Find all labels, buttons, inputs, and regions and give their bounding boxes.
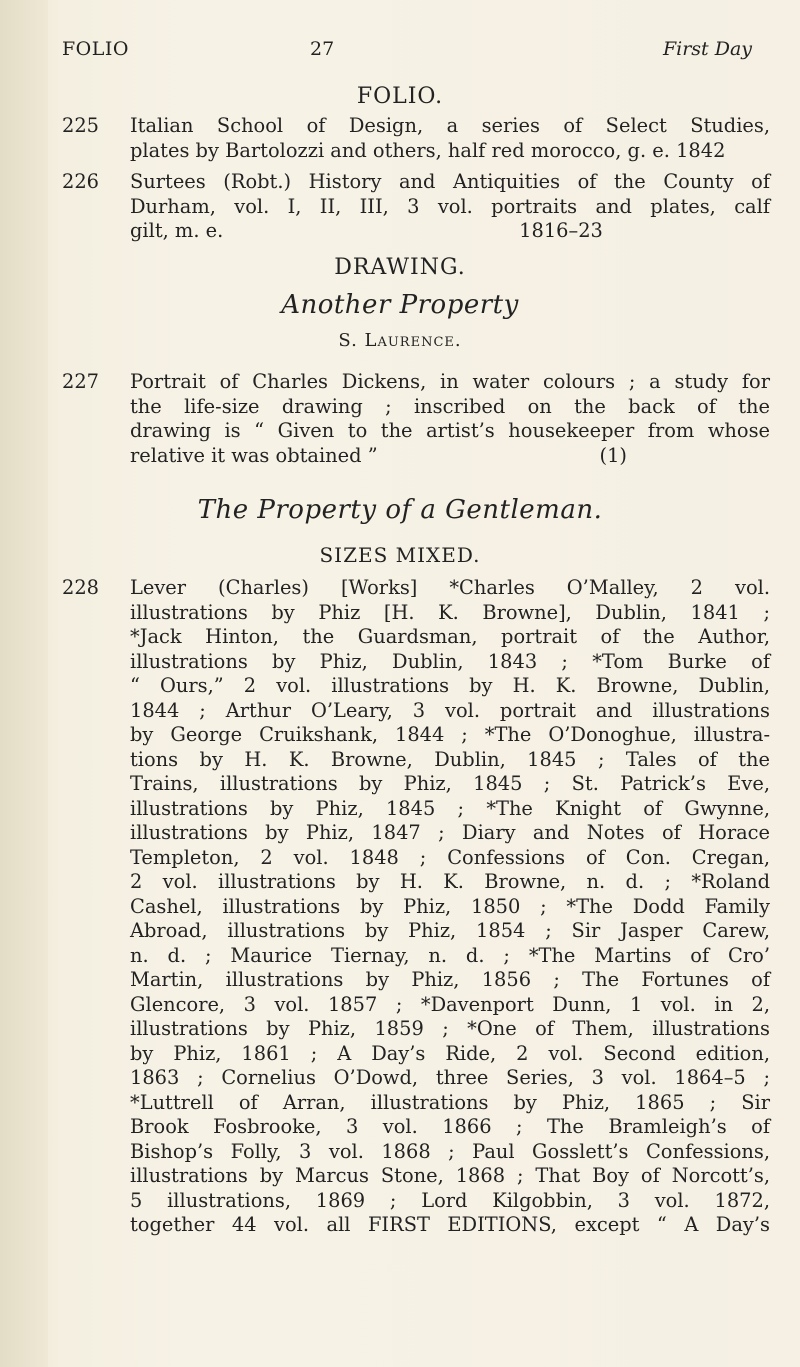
lot-description <box>130 114 770 163</box>
lot-line: illustrations by Phiz, Dublin, 1843 ; *Tom Burke of <box>130 649 770 673</box>
seller-name: S. Laurence. <box>338 330 462 351</box>
running-head <box>62 38 752 64</box>
lot-line: illustrations by Marcus Stone, 1868 ; That Boy of Norcott’s, <box>130 1164 770 1187</box>
lot-line: Italian School of Design, a series of Select Studies, <box>130 114 770 137</box>
lot-line: Abroad, illustrations by Phiz, 1854 ; Sir Jasper Carew, <box>130 919 770 942</box>
lot-line: n. d. ; Maurice Tiernay, n. d. ; *The Martins of Cro’ <box>130 943 770 967</box>
lot-line: 1863 ; Cornelius O’Dowd, three Series, 3 vol. 1864–5 ; <box>130 1066 770 1089</box>
lot-number: 227 <box>62 370 100 393</box>
section-heading-folio: FOLIO. <box>356 84 444 109</box>
lot-line: plates by Bartolozzi and others, half red morocco, g. e. 1842 <box>130 138 726 162</box>
lot-number: 225 <box>62 114 100 137</box>
lot-number: 226 <box>62 170 100 193</box>
running-head-left: FOLIO <box>62 38 129 60</box>
lot-line: Templeton, 2 vol. 1848 ; Confessions of Con. Cregan, <box>130 845 770 869</box>
lot-line: together 44 vol. all FIRST EDITIONS, except “ A Day’s <box>130 1213 770 1236</box>
lot-number: 228 <box>62 576 100 599</box>
lot-225 <box>62 114 770 166</box>
lot-line: Portrait of Charles Dickens, in water colours ; a study for <box>130 370 770 393</box>
lot-line: by Phiz, 1861 ; A Day’s Ride, 2 vol. Second edition, <box>130 1041 770 1065</box>
lot-line: tions by H. K. Browne, Dublin, 1845 ; Tales of the <box>130 747 770 771</box>
page-number: 27 <box>310 38 335 60</box>
lot-line: *Luttrell of Arran, illustrations by Phiz, 1865 ; Sir <box>130 1090 770 1114</box>
lot-line: illustrations by Phiz, 1847 ; Diary and Notes of Horace <box>130 821 770 844</box>
lot-line: drawing is “ Given to the artist’s housekeeper from whose <box>130 419 770 442</box>
lot-line: Durham, vol. I, II, III, 3 vol. portraits and plates, calf <box>130 194 770 218</box>
lot-line: 2 vol. illustrations by H. K. Browne, n. d. ; *Roland <box>130 870 770 893</box>
lot-line: *Jack Hinton, the Guardsman, portrait of the Author, <box>130 625 770 648</box>
lot-line: Surtees (Robt.) History and Antiquities of the County of <box>130 170 770 193</box>
lot-line: illustrations by Phiz, 1845 ; *The Knight of Gwynne, <box>130 796 770 820</box>
property-heading: The Property of a Gentleman. <box>197 495 603 525</box>
lot-line: illustrations by Phiz [H. K. Browne], Dublin, 1841 ; <box>130 600 770 624</box>
running-head-right: First Day <box>662 38 752 60</box>
lot-line: relative it was obtained ” (1) <box>130 443 627 467</box>
lot-line: the life-size drawing ; inscribed on the back of the <box>130 394 770 418</box>
lot-228 <box>62 576 770 1246</box>
lot-description <box>130 576 770 1238</box>
lot-line: 5 illustrations, 1869 ; Lord Kilgobbin, 3 vol. 1872, <box>130 1188 770 1212</box>
lot-226 <box>62 170 770 246</box>
section-heading-sizes: SIZES MIXED. <box>319 543 481 567</box>
lot-line: 1844 ; Arthur O’Leary, 3 vol. portrait and illustrations <box>130 698 770 722</box>
lot-description <box>130 170 770 244</box>
lot-line: “ Ours,” 2 vol. illustrations by H. K. Browne, Dublin, <box>130 674 770 697</box>
lot-227 <box>62 370 770 470</box>
lot-line: gilt, m. e. 1816–23 <box>130 219 603 242</box>
lot-line: Cashel, illustrations by Phiz, 1850 ; *The Dodd Family <box>130 894 770 918</box>
lot-line: Bishop’s Folly, 3 vol. 1868 ; Paul Gosslett’s Confessions, <box>130 1139 770 1163</box>
property-heading: Another Property <box>281 290 519 320</box>
page-edge <box>0 0 48 1367</box>
lot-line: by George Cruikshank, 1844 ; *The O’Donoghue, illustra- <box>130 723 770 746</box>
lot-line: Glencore, 3 vol. 1857 ; *Davenport Dunn, 1 vol. in 2, <box>130 992 770 1016</box>
lot-line: Trains, illustrations by Phiz, 1845 ; St. Patrick’s Eve, <box>130 772 770 795</box>
lot-description <box>130 370 770 468</box>
lot-line: Lever (Charles) [Works] *Charles O’Malley, 2 vol. <box>130 576 770 599</box>
lot-line: Brook Fosbrooke, 3 vol. 1866 ; The Bramleigh’s of <box>130 1115 770 1138</box>
lot-line: Martin, illustrations by Phiz, 1856 ; The Fortunes of <box>130 968 770 991</box>
lot-line: illustrations by Phiz, 1859 ; *One of Them, illustrations <box>130 1017 770 1040</box>
section-heading-drawing: DRAWING. <box>334 255 466 280</box>
